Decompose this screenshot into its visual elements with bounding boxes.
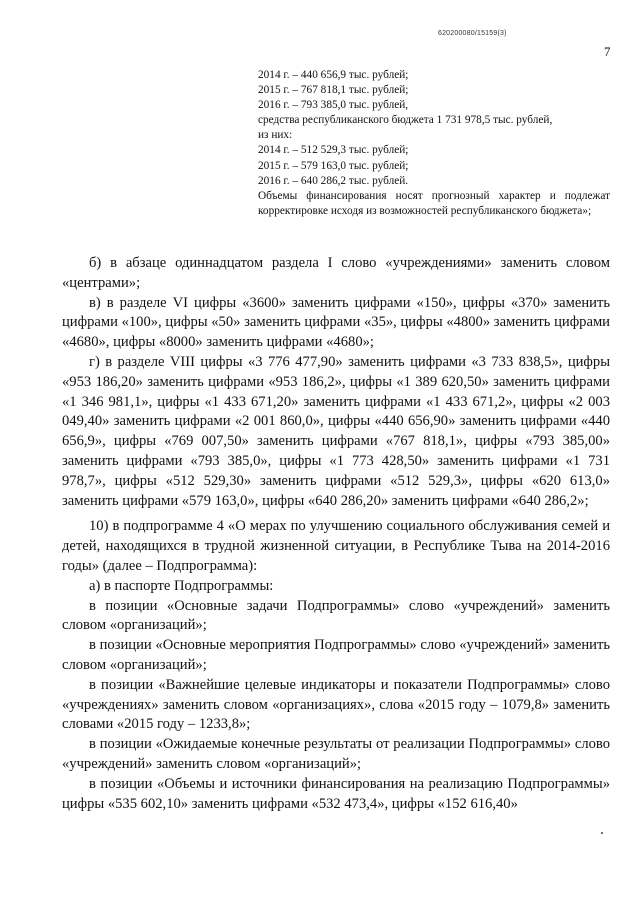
paragraph-g: г) в разделе VIII цифры «3 776 477,90» заменить цифрами «3 733 838,5», цифры «953 186,20» заменить цифрами «953 186,2», цифры «1 389 620,50» заменить цифрами «1 346 981,1», цифры «1 433 671,20» заменить цифрами «1 433 671,2», цифры «2 003 049,40» заменить цифрами «2 001 860,0», цифры «440 656,90» заменить цифрами «440 656,9», цифры «769 007,50» заменить цифрами «767 818,1», цифры «793 385,00» заменить цифрами «793 385,0», цифры «1 773 428,50» заменить цифрами «1 731 978,7», цифры «512 529,30» заменить цифрами «512 529,3», цифры «620 613,0» заменить цифрами «579 163,0», цифры «640 286,20» заменить цифрами «640 286,2»;	[62, 353, 610, 509]
quoted-financing-block	[258, 68, 610, 219]
paragraph-a: а) в паспорте Подпрограммы:	[89, 577, 274, 594]
paragraph-results: в позиции «Ожидаемые конечные результаты от реализации Подпрограммы» слово «учреждений» заменить словом «организаций»;	[62, 736, 610, 772]
quote-line: 2016 г. – 640 286,2 тыс. рублей.	[258, 174, 409, 187]
paragraph-v: в) в разделе VI цифры «3600» заменить цифрами «150», цифры «370» заменить цифрами «100», цифры «50» заменить цифрами «35», цифры «4800» заменить цифрами «4680», цифры «8000» заменить цифрами «4680»;	[62, 294, 610, 351]
document-body	[62, 254, 610, 814]
paragraph-tasks: в позиции «Основные задачи Подпрограммы» слово «учреждений» заменить словом «организаций»;	[62, 597, 610, 634]
document-id: 620200080/15159(3)	[438, 30, 507, 37]
page-number: 7	[604, 44, 611, 59]
quote-line: из них:	[258, 129, 293, 142]
paragraph-10: 10) в подпрограмме 4 «О мерах по улучшению социального обслуживания семей и детей, находящихся в трудной жизненной ситуации, в Республике Тыва на 2014-2016 годы» (далее – Подпрограмма):	[62, 518, 610, 574]
quote-line: 2015 г. – 579 163,0 тыс. рублей;	[258, 159, 409, 172]
quote-line: 2016 г. – 793 385,0 тыс. рублей,	[258, 99, 409, 112]
paragraph-indicators: в позиции «Важнейшие целевые индикаторы и показатели Подпрограммы» слово «учреждениях» заменить словом «организациях», слова «2015 году – 1079,8» заменить словами «2015 году – 1233,8»;	[62, 676, 610, 733]
scan-speck	[601, 832, 603, 834]
quote-line: 2014 г. – 440 656,9 тыс. рублей;	[258, 69, 409, 81]
paragraph-activities: в позиции «Основные мероприятия Подпрограммы» слово «учреждений» заменить словом «организаций»;	[62, 637, 610, 673]
quote-line: 2014 г. – 512 529,3 тыс. рублей;	[258, 144, 409, 157]
paragraph-b: б) в абзаце одиннадцатом раздела I слово «учреждениями» заменить словом «центрами»;	[62, 255, 610, 291]
quote-note: Объемы финансирования носят прогнозный характер и подлежат корректировке исходя из возможностей республиканского бюджета»;	[258, 189, 610, 217]
quote-line: 2015 г. – 767 818,1 тыс. рублей;	[258, 84, 409, 97]
quote-line: средства республиканского бюджета 1 731 978,5 тыс. рублей,	[258, 114, 553, 127]
paragraph-financing: в позиции «Объемы и источники финансирования на реализацию Подпрограммы» цифры «535 602,10» заменить цифрами «532 473,4», цифры «152 616,40»	[62, 775, 610, 812]
